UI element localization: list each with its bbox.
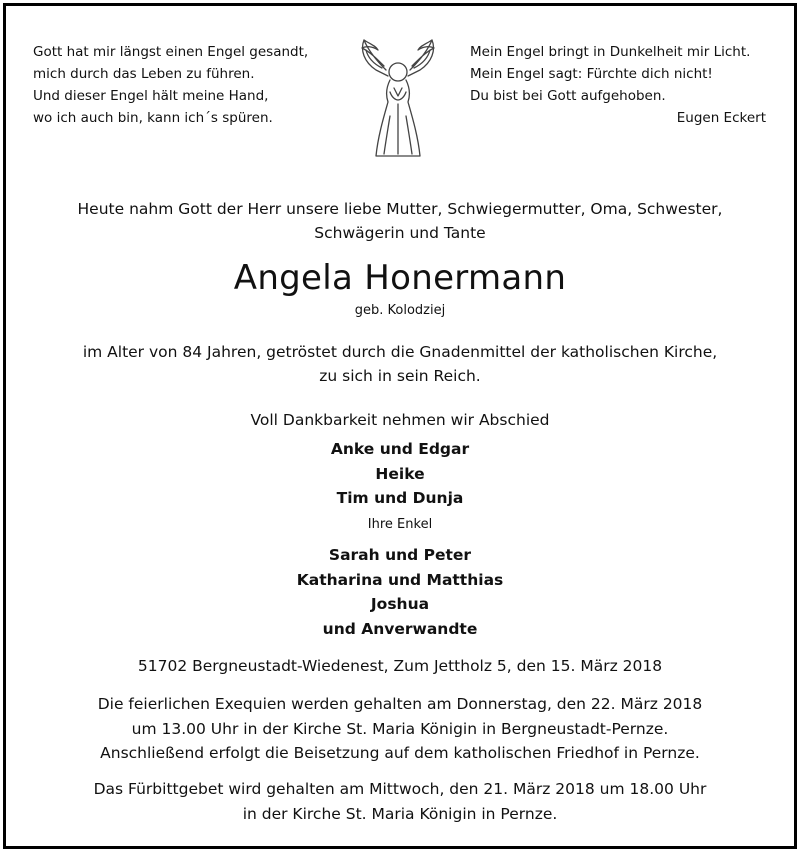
poem-right-line: Mein Engel bringt in Dunkelheit mir Licht.	[470, 44, 751, 60]
grandchild: Katharina und Matthias	[296, 570, 504, 589]
family-member: Anke und Edgar	[330, 440, 470, 458]
family-member: Tim und Dunja	[336, 489, 464, 507]
angel-icon	[356, 36, 440, 162]
funeral-info-line: Anschließend erfolgt die Beisetzung auf dem katholischen Friedhof in Pernze.	[100, 744, 700, 762]
poem-left-line: Und dieser Engel hält meine Hand,	[33, 88, 269, 104]
funeral-info	[0, 692, 800, 766]
grandchildren-list	[0, 543, 800, 641]
funeral-info-line: Die feierlichen Exequien werden gehalten am Donnerstag, den 22. März 2018	[97, 695, 703, 713]
age-line: zu sich in sein Reich.	[319, 367, 481, 385]
poem-left	[33, 41, 308, 129]
relatives: und Anverwandte	[322, 619, 478, 638]
poem-right	[470, 41, 766, 129]
deceased-name: Angela Honermann	[233, 258, 567, 298]
birth-name: geb. Kolodziej	[354, 303, 446, 318]
intro-text	[0, 197, 800, 245]
family-member: Heike	[375, 464, 425, 483]
prayer-info-line: Das Fürbittgebet wird gehalten am Mittwoch, den 21. März 2018 um 18.00 Uhr	[93, 780, 707, 798]
thanks-text: Voll Dankbarkeit nehmen wir Abschied	[250, 411, 550, 429]
prayer-info	[0, 777, 800, 826]
poem-left-line: Gott hat mir längst einen Engel gesandt,	[33, 44, 309, 60]
poem-right-line: Du bist bei Gott aufgehoben.	[470, 88, 666, 104]
poem-right-line: Mein Engel sagt: Fürchte dich nicht!	[470, 66, 713, 82]
poem-left-line: wo ich auch bin, kann ich´s spüren.	[33, 110, 273, 126]
intro-line: Schwägerin und Tante	[314, 224, 486, 242]
address-line: 51702 Bergneustadt-Wiedenest, Zum Jettholz 5, den 15. März 2018	[137, 657, 663, 675]
grandchild: Joshua	[370, 595, 430, 613]
intro-line: Heute nahm Gott der Herr unsere liebe Mutter, Schwiegermutter, Oma, Schwester,	[77, 200, 723, 218]
poem-author: Eugen Eckert	[676, 110, 766, 126]
grandchild: Sarah und Peter	[328, 546, 472, 564]
age-line: im Alter von 84 Jahren, getröstet durch die Gnadenmittel der katholischen Kirche,	[82, 343, 718, 361]
age-text	[0, 340, 800, 388]
prayer-info-line: in der Kirche St. Maria Königin in Pernze.	[242, 804, 558, 823]
family-list	[0, 437, 800, 511]
poem-left-line: mich durch das Leben zu führen.	[33, 66, 255, 82]
funeral-info-line: um 13.00 Uhr in der Kirche St. Maria Königin in Bergneustadt-Pernze.	[131, 719, 669, 738]
grandchildren-label: Ihre Enkel	[367, 517, 433, 532]
